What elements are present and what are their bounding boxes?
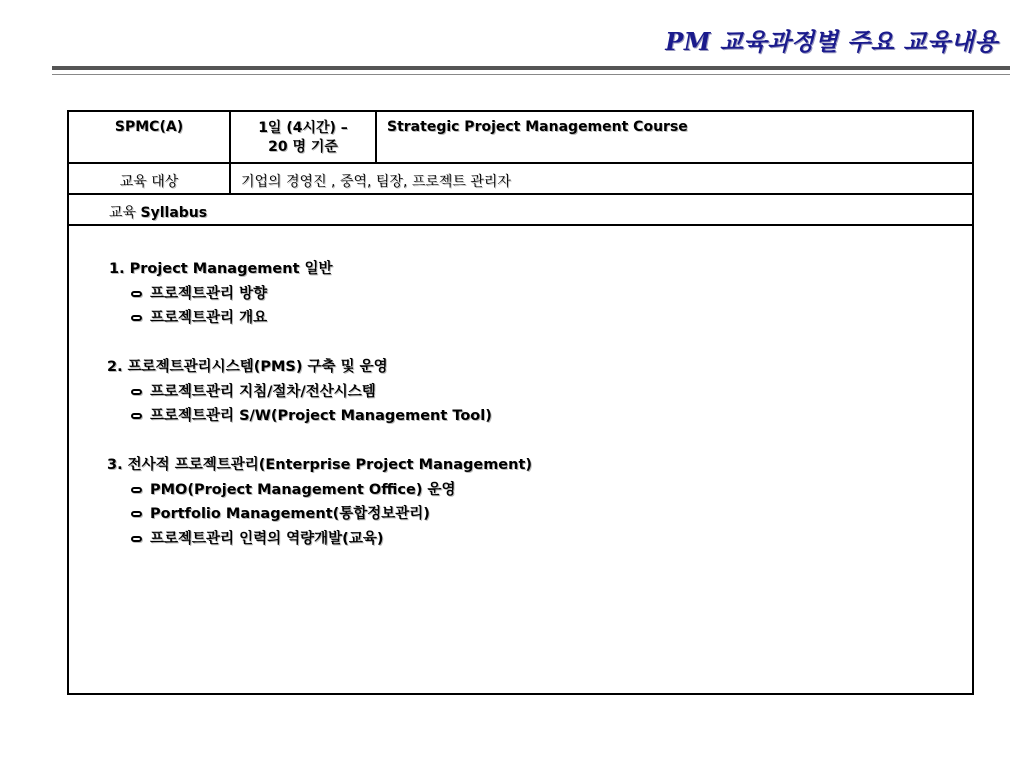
section-title: 1. Project Management 일반 xyxy=(109,261,333,277)
course-header-row xyxy=(69,112,972,164)
list-item xyxy=(69,478,972,503)
bullet-icon xyxy=(131,389,142,395)
syllabus-section-2 xyxy=(69,355,972,429)
course-duration xyxy=(231,112,377,162)
list-item xyxy=(69,502,972,527)
list-item-text: 프로젝트관리 개요 xyxy=(150,310,268,326)
section-title: 3. 전사적 프로젝트관리(Enterprise Project Management) xyxy=(107,457,533,473)
course-duration-line1: 1일 (4시간) – xyxy=(258,120,348,136)
syllabus-section-1 xyxy=(69,257,972,331)
list-item xyxy=(69,306,972,331)
bullet-icon xyxy=(131,291,142,297)
slide-title: PM 교육과정별 주요 교육내용 xyxy=(665,27,998,56)
course-code: SPMC(A) xyxy=(69,112,231,162)
list-item-text: 프로젝트관리 인력의 역량개발(교육) xyxy=(150,530,384,547)
list-item xyxy=(69,380,972,405)
syllabus-label xyxy=(69,195,207,224)
list-item-text: 프로젝트관리 지침/절차/전산시스템 xyxy=(150,383,376,400)
list-item-text: 프로젝트관리 S/W(Project Management Tool) xyxy=(150,408,492,424)
bullet-icon xyxy=(131,487,142,493)
bullet-icon xyxy=(131,536,142,542)
bullet-icon xyxy=(131,511,142,517)
title-underline-thin xyxy=(52,74,1010,75)
bullet-icon xyxy=(131,315,142,321)
list-item xyxy=(69,527,972,552)
course-table xyxy=(67,110,974,695)
syllabus-header-row xyxy=(69,195,972,226)
syllabus-label-prefix: 교육 xyxy=(109,205,137,221)
syllabus-body xyxy=(69,257,972,576)
section-title: 2. 프로젝트관리시스템(PMS) 구축 및 운영 xyxy=(107,359,388,375)
target-row xyxy=(69,164,972,195)
course-duration-line2: 20 명 기준 xyxy=(268,139,338,155)
list-item-text: PMO(Project Management Office) 운영 xyxy=(150,481,456,498)
course-name: Strategic Project Management Course xyxy=(387,119,688,135)
list-item-text: 프로젝트관리 방향 xyxy=(150,285,268,302)
list-item xyxy=(69,404,972,429)
syllabus-section-3 xyxy=(69,453,972,551)
list-item-text: Portfolio Management(통합정보관리) xyxy=(150,506,430,522)
list-item xyxy=(69,282,972,307)
syllabus-label-word: Syllabus xyxy=(140,205,208,221)
target-label: 교육 대상 xyxy=(69,164,231,193)
target-value: 기업의 경영진 , 중역, 팀장, 프로젝트 관리자 xyxy=(241,174,511,190)
title-underline-thick xyxy=(52,66,1010,70)
bullet-icon xyxy=(131,413,142,419)
